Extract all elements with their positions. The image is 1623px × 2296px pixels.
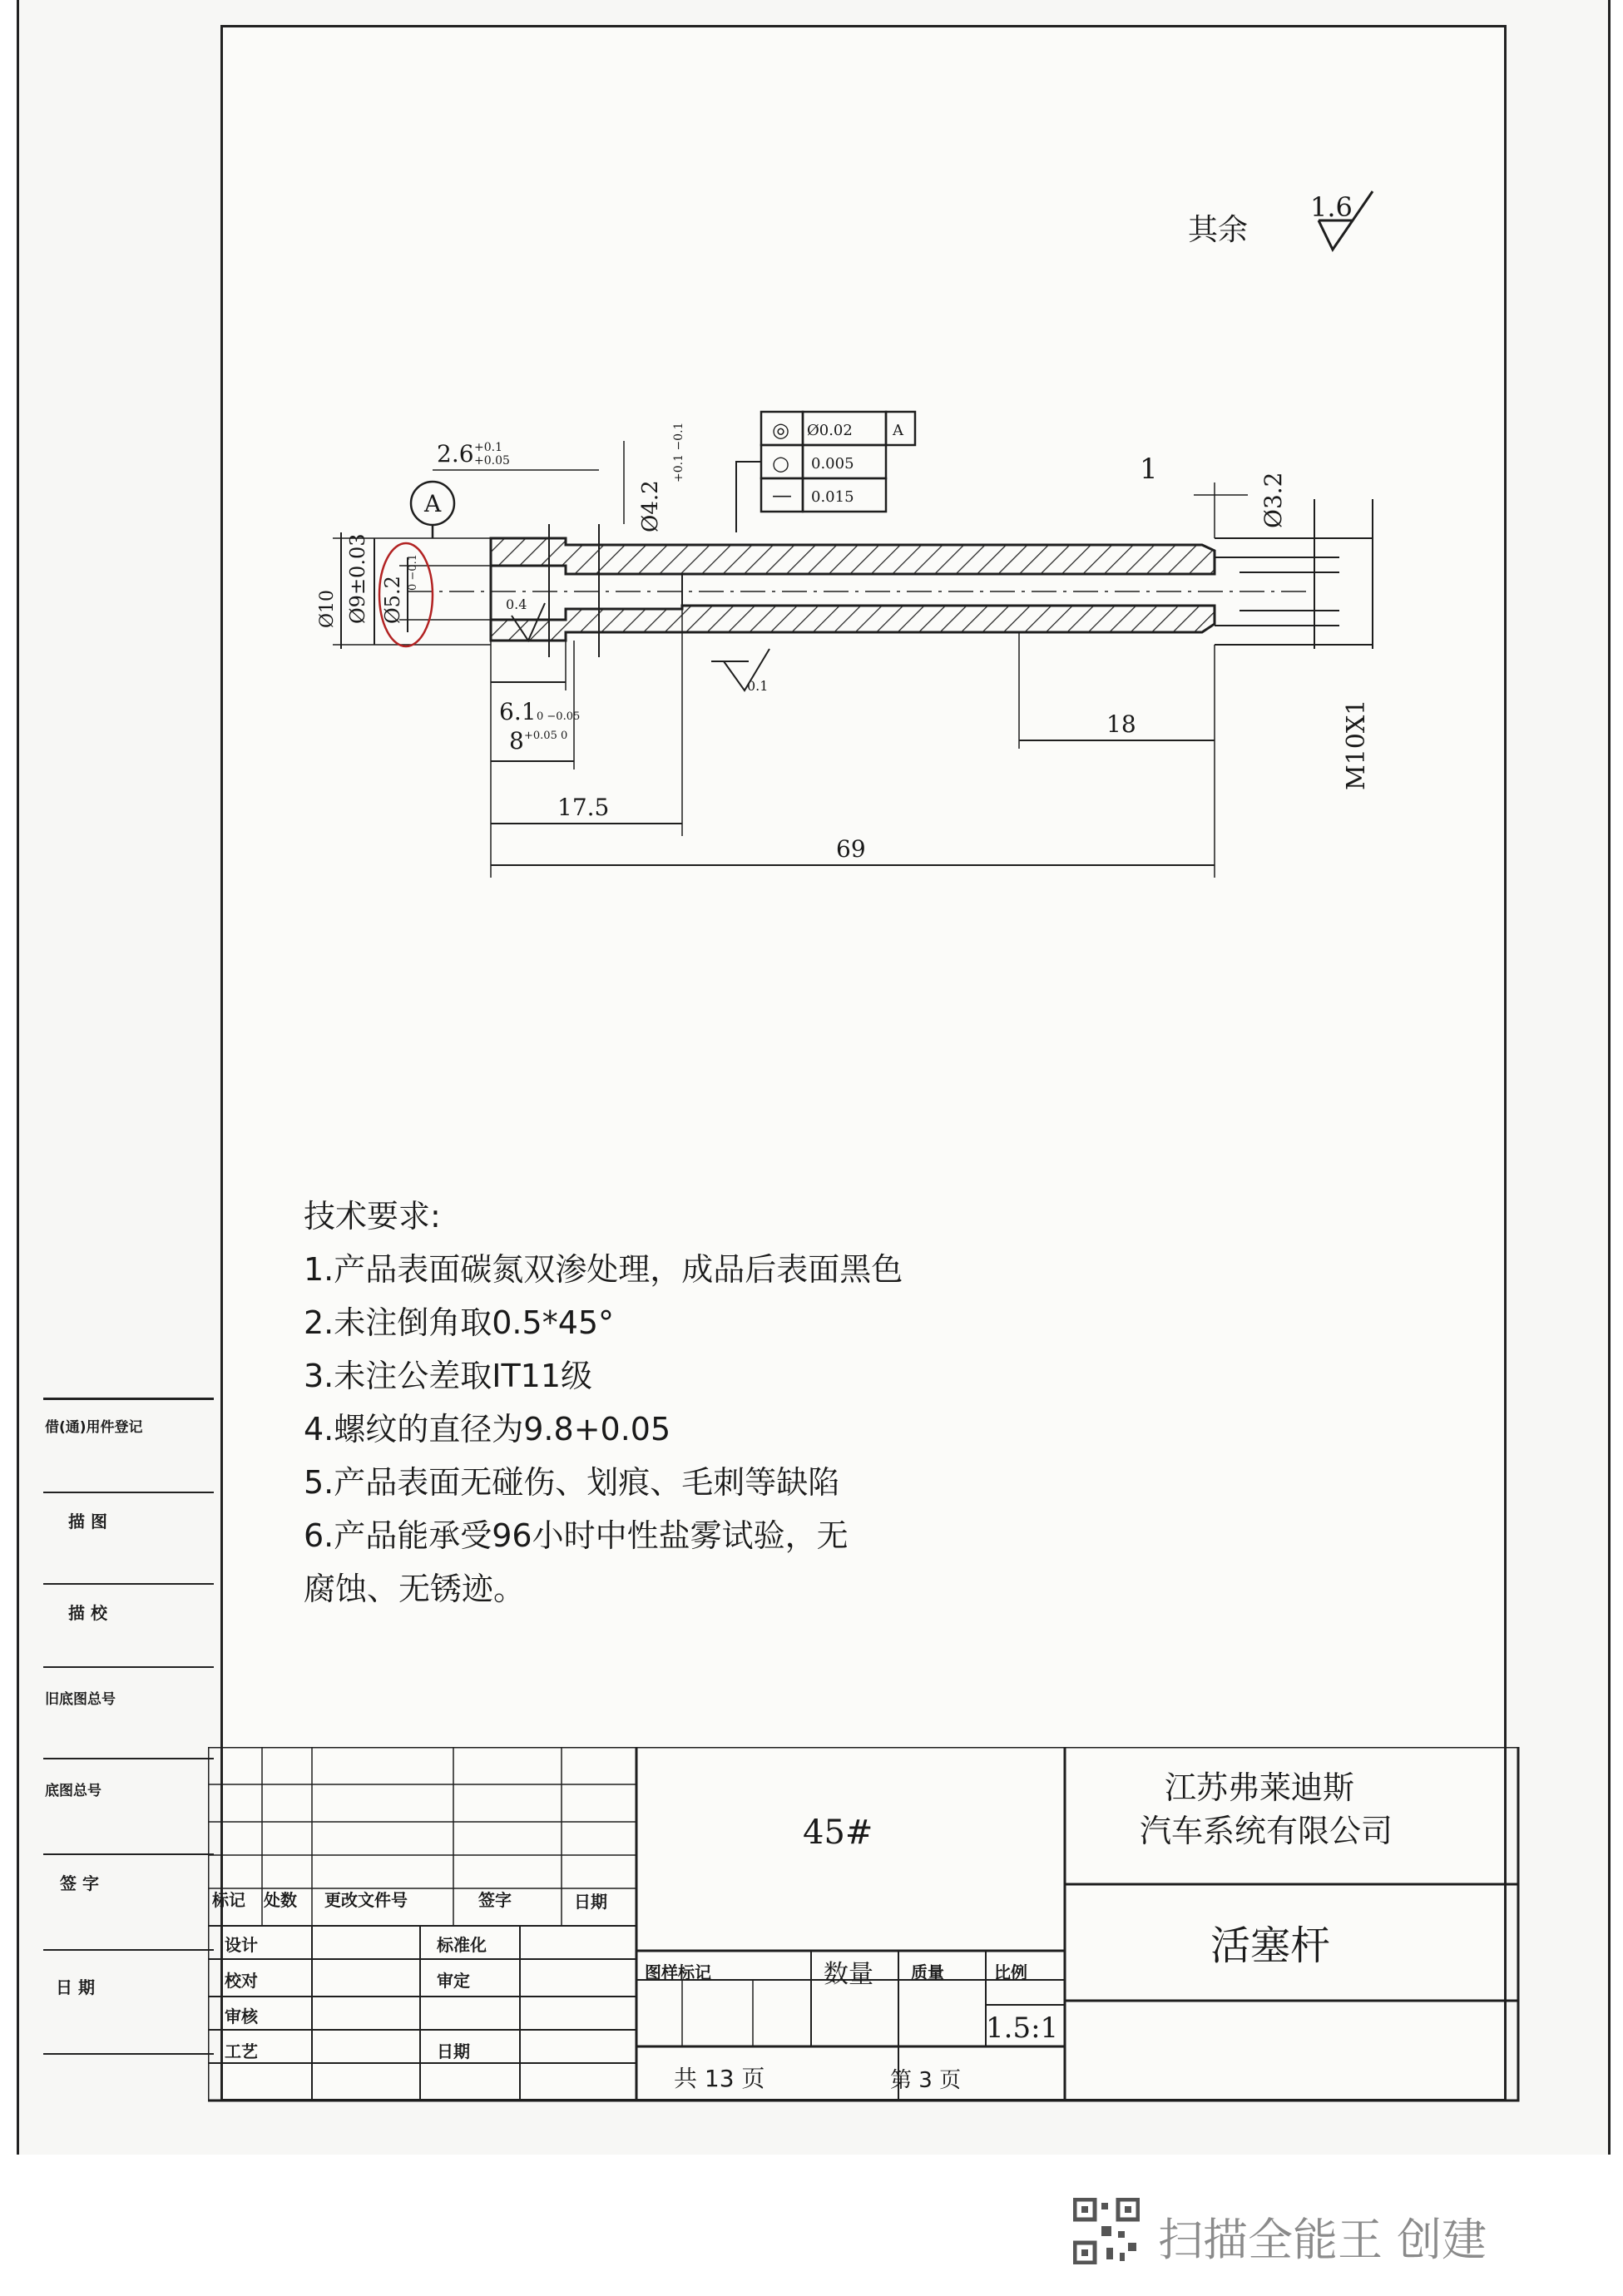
gdt-symbol-3: — [772, 483, 792, 507]
footer [0, 2155, 1623, 2296]
company-name-line2: 汽车系统有限公司 [1140, 1813, 1393, 1849]
rough-outer: 0.1 [747, 678, 769, 694]
side-row-label: 日 期 [56, 1977, 95, 1997]
gdt-ref-1: A [893, 422, 903, 439]
requirement-item: 5.产品表面无碰伤、划痕、毛刺等缺陷 [304, 1464, 840, 1501]
side-row-label: 底图总号 [45, 1783, 101, 1799]
sign-label: 设计 [225, 1935, 258, 1955]
gdt-symbol-1: ◎ [772, 418, 789, 442]
side-row-label: 描 校 [68, 1603, 107, 1623]
part-name: 活塞杆 [1210, 1922, 1331, 1969]
side-row-label: 旧底图总号 [45, 1691, 116, 1708]
dim-4-2-tol: +0.1 −0.1 [672, 422, 685, 482]
title-block [208, 1747, 1522, 2105]
dim-5-2-tol: 0 −0.1 [407, 554, 419, 591]
gdt-value-2: 0.005 [811, 455, 854, 473]
sign-label: 审定 [437, 1971, 470, 1991]
col-header: 图样标记 [645, 1962, 711, 1982]
rev-header: 日期 [574, 1892, 607, 1912]
dim-17-5: 17.5 [557, 794, 610, 821]
dim-1: 1 [1140, 453, 1158, 486]
rough-inner: 0.4 [506, 596, 527, 612]
dim-3-2: Ø3.2 [1259, 472, 1287, 528]
dim-8-tol: +0.05 0 [524, 730, 568, 742]
side-register-table [43, 1398, 214, 2057]
sign-label: 审核 [225, 2007, 258, 2026]
rev-header: 签字 [478, 1890, 512, 1910]
company-name-line1: 江苏弗莱迪斯 [1165, 1769, 1355, 1806]
sign-label: 日期 [437, 2041, 470, 2061]
rev-header: 更改文件号 [324, 1890, 408, 1910]
qr-code-icon [1073, 2198, 1140, 2264]
dim-18: 18 [1106, 710, 1136, 738]
requirement-item: 4.螺纹的直径为9.8+0.05 [304, 1411, 671, 1447]
dim-8: 8 [509, 727, 524, 755]
dim-10: Ø10 [317, 589, 338, 628]
requirement-item: 2.未注倒角取0.5*45° [304, 1304, 615, 1341]
roughness-value: 1.6 [1310, 191, 1353, 223]
side-row-label: 描 图 [68, 1512, 107, 1531]
col-header: 比例 [994, 1962, 1027, 1982]
dim-6-1: 6.1 [499, 698, 537, 725]
gdt-symbol-2: ○ [772, 452, 789, 475]
technical-requirements [304, 1190, 903, 1616]
dim-6-1-tol: 0 −0.05 [537, 710, 581, 723]
requirement-item: 腐蚀、无锈迹。 [304, 1571, 526, 1607]
total-pages: 共 13 页 [674, 2065, 765, 2092]
dim-2-6-tol-lo: +0.05 [474, 454, 510, 468]
side-row-label: 签 字 [60, 1873, 99, 1893]
page-number: 第 3 页 [890, 2068, 962, 2093]
sign-label: 校对 [225, 1971, 258, 1991]
sign-label: 工艺 [225, 2041, 258, 2061]
col-header: 数量 [824, 1960, 873, 1989]
requirement-item: 6.产品能承受96小时中性盐雾试验，无 [304, 1517, 849, 1554]
roughness-symbol-icon [1314, 187, 1381, 254]
roughness-label: 其余 [1188, 213, 1249, 247]
dim-5-2: Ø5.2 [381, 576, 404, 624]
side-row-label: 借(通)用件登记 [45, 1419, 143, 1436]
scale-value: 1.5:1 [986, 2011, 1059, 2045]
requirements-title: 技术要求: [304, 1198, 441, 1235]
rev-header: 处数 [264, 1890, 297, 1910]
watermark-text: 扫描全能王 创建 [1158, 2214, 1487, 2266]
dim-69: 69 [836, 835, 866, 863]
gdt-value-1: Ø0.02 [807, 422, 853, 439]
part-drawing [291, 391, 1414, 890]
col-header: 质量 [911, 1962, 944, 1982]
rev-header: 标记 [212, 1890, 245, 1910]
sign-label: 标准化 [437, 1935, 487, 1955]
datum-label: A [424, 490, 442, 517]
requirement-item: 3.未注公差取IT11级 [304, 1358, 593, 1394]
dim-9: Ø9±0.03 [346, 533, 369, 624]
thread-callout: M10X1 [1342, 699, 1371, 790]
dim-2-6: 2.6 [437, 440, 474, 468]
gdt-value-3: 0.015 [811, 488, 854, 506]
requirement-item: 1.产品表面碳氮双渗处理，成品后表面黑色 [304, 1251, 903, 1288]
material: 45# [803, 1814, 873, 1852]
part-outline [408, 524, 1373, 657]
dim-4-2: Ø4.2 [638, 480, 663, 532]
dim-2-6-tol-up: +0.1 [474, 441, 502, 454]
